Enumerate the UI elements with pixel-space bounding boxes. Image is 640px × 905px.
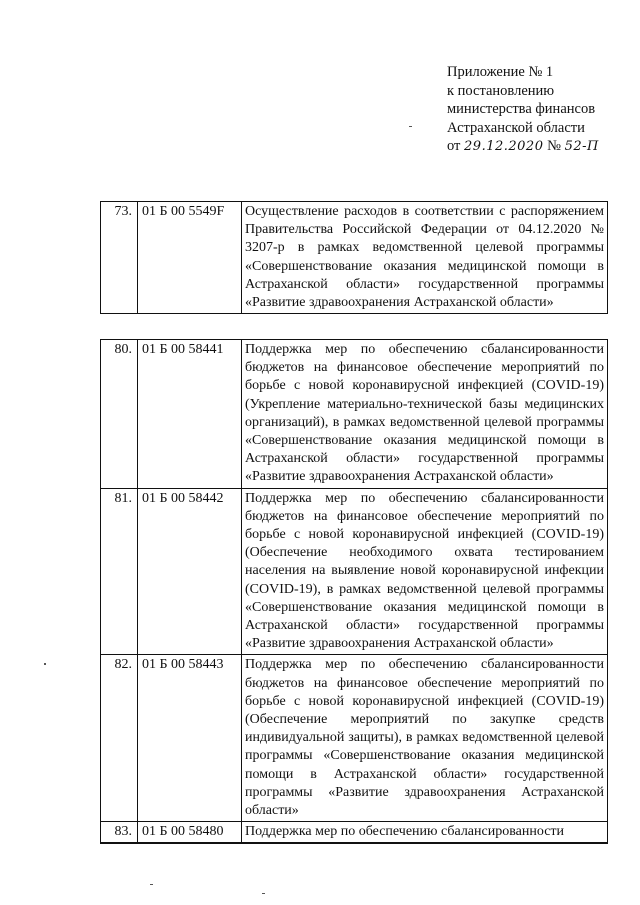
table-bottom-edge: [101, 843, 608, 844]
row-number: 83.: [101, 822, 138, 843]
table-row: [101, 822, 608, 843]
row-number: 73.: [101, 202, 138, 314]
budget-codes-table-1: [100, 201, 608, 314]
row-description: Осуществление расходов в соответствии с распоряжением Правительства Российской Федерации от 04.12.2020 № 3207-р в рамках ведомственной целевой программы «Совершенствование оказания медицинской помощи в Астраханской области» государственной программы «Развитие здравоохранения Астраханской области»: [242, 202, 608, 314]
appendix-line-ministry: министерства финансов: [447, 101, 596, 117]
budget-code: 01 Б 00 58443: [138, 655, 242, 822]
scan-speck: [409, 126, 412, 127]
budget-codes-table-2: [100, 339, 608, 844]
scan-speck: [44, 663, 46, 665]
table-row: [101, 488, 608, 655]
budget-code: 01 Б 00 58442: [138, 488, 242, 655]
table-row: [101, 202, 608, 314]
row-description: Поддержка мер по обеспечению сбалансированности бюджетов на финансовое обеспечение мероприятий по борьбе с новой коронавирусной инфекцией (COVID-19) (Обеспечение необходимого охвата тестированием населения на выявление новой коронавирусной инфекции (COVID-19), в рамках ведомственной целевой программы «Совершенствование оказания медицинской помощи в Астраханской области» государственной программы «Развитие здравоохранения Астраханской области»: [242, 488, 608, 655]
budget-code: 01 Б 00 58441: [138, 340, 242, 489]
row-description: Поддержка мер по обеспечению сбалансированности бюджетов на финансовое обеспечение мероприятий по борьбе с новой коронавирусной инфекцией (COVID-19) (Обеспечение мероприятий по закупке средств индивидуальной защиты), в рамках ведомственной целевой программы «Совершенствование оказания медицинской помощи в Астраханской области» государственной программы «Развитие здравоохранения Астраханской области»: [242, 655, 608, 822]
row-number: 80.: [101, 340, 138, 489]
scan-speck: [150, 884, 153, 885]
table-row: [101, 340, 608, 489]
row-description: Поддержка мер по обеспечению сбалансированности: [242, 822, 608, 843]
handwritten-number: 52-П: [564, 139, 599, 154]
budget-code: 01 Б 00 58480: [138, 822, 242, 843]
appendix-title: Приложение № 1: [447, 64, 554, 80]
number-prefix: №: [547, 138, 561, 154]
handwritten-date: 29.12.2020: [464, 139, 544, 154]
row-number: 81.: [101, 488, 138, 655]
appendix-line-resolution: к постановлению: [447, 82, 555, 99]
date-prefix: от: [447, 138, 461, 154]
appendix-line-region: Астраханской области: [447, 119, 585, 136]
scan-speck: [262, 893, 265, 894]
appendix-date-line: [447, 137, 599, 157]
budget-code: 01 Б 00 5549F: [138, 202, 242, 314]
table-row: [101, 655, 608, 822]
row-description: Поддержка мер по обеспечению сбалансированности бюджетов на финансовое обеспечение мероприятий по борьбе с новой коронавирусной инфекцией (COVID-19) (Укрепление материально-технической базы медицинских организаций), в рамках ведомственной целевой программы «Совершенствование оказания медицинской помощи в Астраханской области» государственной программы «Развитие здравоохранения Астраханской области»: [242, 340, 608, 489]
row-number: 82.: [101, 655, 138, 822]
appendix-header: [447, 63, 599, 157]
